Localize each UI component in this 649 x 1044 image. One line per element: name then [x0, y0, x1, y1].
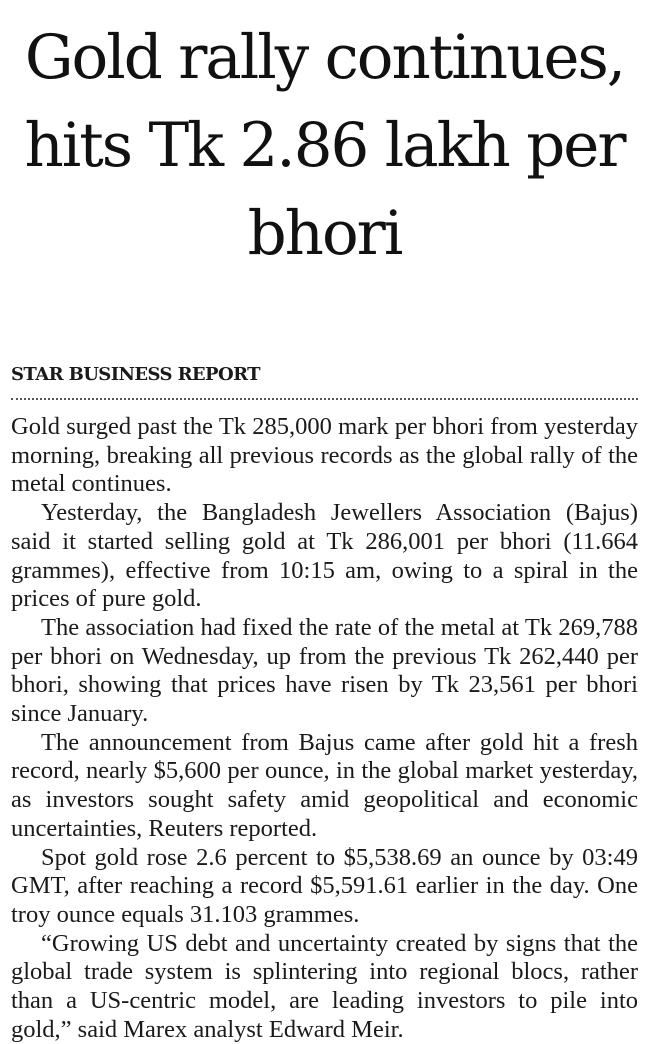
- paragraph: The announcement from Bajus came after gold hit a fresh record, nearly $5,600 per ounce, in the global market yesterday, as investors sought safety amid geopolitical and economic uncertainties, Reuters reported.: [11, 728, 638, 842]
- paragraph: “Growing US debt and uncertainty created by signs that the global trade system is splintering into regional blocs, rather than a US-centric model, are leading investors to pile into gold,” said Marex analyst Edward Meir.: [11, 929, 638, 1043]
- paragraph: Yesterday, the Bangladesh Jewellers Association (Bajus) said it started selling gold at Tk 286,001 per bhori (11.664 grammes), effective from 10:15 am, owing to a spiral in the prices of pure gold.: [11, 499, 638, 613]
- paragraph: The association had fixed the rate of the metal at Tk 269,788 per bhori on Wednesday, up from the previous Tk 262,440 per bhori, showing that prices have risen by Tk 23,561 per bhori since January.: [11, 613, 638, 728]
- headline: Gold rally continues, hits Tk 2.86 lakh per bhori: [24, 22, 625, 269]
- dotted-divider: [11, 398, 638, 400]
- paragraph: Spot gold rose 2.6 percent to $5,538.69 an ounce by 03:49 GMT, after reaching a record $5,591.61 earlier in the day. One troy ounce equals 31.103 grammes.: [11, 843, 638, 928]
- paragraph: Gold surged past the Tk 285,000 mark per bhori from yesterday morning, breaking all previous records as the global rally of the metal continues.: [11, 413, 638, 498]
- byline: STAR BUSINESS REPORT: [11, 364, 260, 385]
- article-body: [11, 413, 638, 1044]
